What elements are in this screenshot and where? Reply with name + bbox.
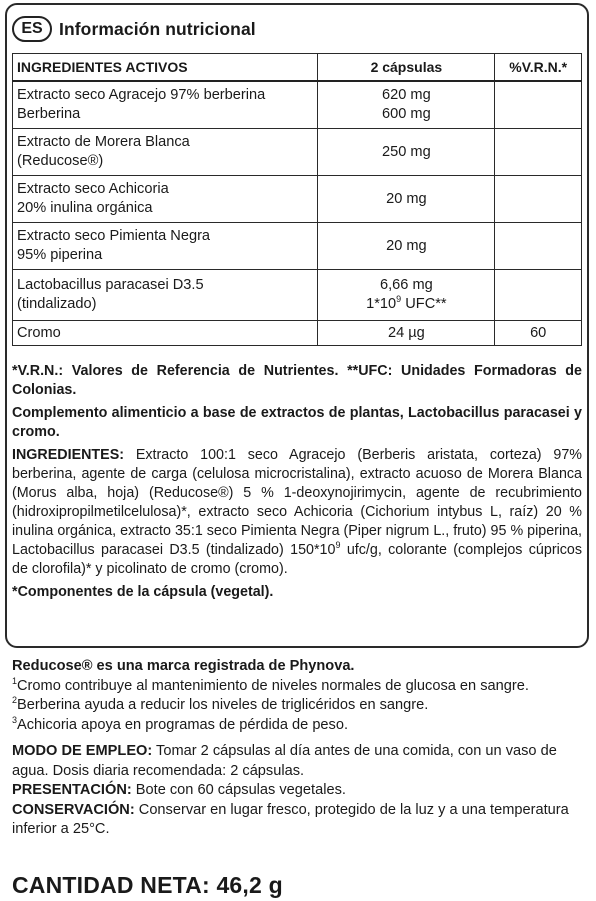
usage-paragraph: [12, 742, 587, 781]
table-row: [13, 81, 582, 129]
vrn-note: *V.R.N.: Valores de Referencia de Nutrientes. **UFC: Unidades Formadoras de Colonias.: [12, 363, 582, 398]
product-info: [12, 657, 587, 840]
vrn-cell: [495, 176, 582, 223]
ingredient-detail: 95% piperina: [17, 247, 103, 263]
vrn-cell: [495, 81, 582, 129]
health-claim: [12, 716, 587, 736]
amount-value: 20 mg: [386, 237, 427, 254]
ingredients-text: Extracto 100:1 seco Agracejo (Berberis aristata, corteza) 97% berberina, agente de carga (celulosa microcristalina), extracto acuoso de Morera Blanca (Morus alba, hoja) (Reducose®) 5 % 1-deoxynojirimycin, agente de recubrimiento (hidroxipropilmetilcelulosa)*, extracto seco Achicoria (Cichorium intybus L, raíz) 20 % inulina orgánica, extracto 35:1 seco Pimienta Negra (Piper nigrum L., fruto) 95 % piperina, Lactobacillus paracasei D3.5 (tindalizado) 150*10: [12, 447, 582, 558]
nutrition-table: [12, 53, 582, 346]
usage-text: Tomar 2 cápsulas al día antes de una comida, con un vaso de agua. Dosis diaria recomendada: 2 cápsulas.: [12, 743, 557, 779]
complement-statement: Complemento alimenticio a base de extractos de plantas, Lactobacillus paracasei y cromo.: [12, 405, 582, 440]
amount-value: 24 µg: [387, 324, 425, 341]
ingredient-name: Extracto seco Agracejo 97% berberina: [17, 87, 266, 103]
ingredients-label: INGREDIENTES:: [12, 447, 125, 463]
amount-cell: [318, 129, 495, 176]
amount-cell: [318, 81, 495, 129]
ingredient-name: Lactobacillus paracasei D3.5: [17, 277, 204, 293]
panel-title: Información nutricional: [59, 18, 256, 39]
column-header-ingredients: INGREDIENTES ACTIVOS: [13, 54, 318, 82]
ingredient-name: Extracto de Morera Blanca: [17, 134, 190, 150]
claim-text: Achicoria apoya en programas de pérdida de peso.: [17, 716, 349, 733]
panel-notes: [12, 362, 582, 602]
amount-value: 250 mg: [382, 143, 431, 160]
column-header-dose: 2 cápsulas: [318, 54, 495, 82]
net-quantity: CANTIDAD NETA: 46,2 g: [12, 872, 283, 898]
trademark-note: Reducose® es una marca registrada de Phynova.: [12, 658, 355, 674]
amount-value: 600 mg: [382, 106, 431, 122]
ingredient-cell: [13, 176, 318, 223]
storage-paragraph: [12, 801, 587, 840]
claim-text: Berberina ayuda a reducir los niveles de triglicéridos en sangre.: [17, 697, 429, 713]
storage-text: Conservar en lugar fresco, protegido de la luz y a una temperatura inferior a 25°C.: [12, 801, 569, 837]
cfu-exponent: 9: [396, 294, 402, 305]
ingredient-name: Extracto seco Pimienta Negra: [17, 228, 211, 244]
ingredient-name: Extracto seco Achicoria: [17, 181, 169, 197]
claim-text: Cromo contribuye al mantenimiento de niveles normales de glucosa en sangre.: [17, 677, 529, 694]
table-row: [13, 176, 582, 223]
claim-number: 2: [12, 695, 18, 706]
ingredient-cell: [13, 223, 318, 270]
ingredients-text-end: ufc/g, colorante (complejos cúpricos de clorofila)* y picolinato de cromo (cromo).: [12, 542, 583, 577]
amount-cell: [318, 270, 495, 321]
table-row: [13, 223, 582, 270]
ingredient-detail: (tindalizado): [17, 296, 97, 312]
presentation-paragraph: [12, 781, 587, 801]
table-header-row: [13, 54, 582, 82]
cfu-unit: UFC**: [401, 296, 447, 312]
ingredients-exponent: 9: [335, 540, 341, 551]
amount-value: 20 mg: [386, 190, 427, 207]
health-claim: [12, 677, 587, 697]
amount-cell: [318, 223, 495, 270]
ingredient-detail: 20% inulina orgánica: [17, 200, 153, 216]
vrn-cell: 60: [495, 321, 582, 346]
ingredient-cell: [13, 321, 318, 346]
ingredient-detail: (Reducose®): [17, 153, 104, 169]
ingredient-name: Cromo: [17, 324, 61, 341]
claim-number: 1: [12, 675, 18, 686]
language-badge: ES: [12, 16, 52, 42]
amount-value: 620 mg: [382, 87, 431, 103]
column-header-vrn: %V.R.N.*: [495, 54, 582, 82]
ingredient-cell: [13, 129, 318, 176]
ingredient-cell: [13, 81, 318, 129]
amount-value: 6,66 mg: [380, 277, 433, 293]
table-row: [13, 270, 582, 321]
health-claim: [12, 696, 587, 716]
ingredients-paragraph: [12, 446, 582, 579]
amount-value: [322, 295, 490, 314]
presentation-text: Bote con 60 cápsulas vegetales.: [131, 782, 346, 798]
amount-cell: [318, 321, 495, 346]
vrn-cell: [495, 129, 582, 176]
claim-number: 3: [12, 714, 18, 725]
capsule-note: *Componentes de la cápsula (vegetal).: [12, 584, 274, 600]
presentation-label: PRESENTACIÓN:: [12, 782, 132, 798]
usage-label: MODO DE EMPLEO:: [12, 743, 153, 759]
table-row: [13, 129, 582, 176]
storage-label: CONSERVACIÓN:: [12, 801, 135, 818]
table-row: [13, 321, 582, 346]
ingredient-cell: [13, 270, 318, 321]
ingredient-detail: Berberina: [17, 106, 81, 122]
cfu-base: 1*10: [366, 296, 397, 312]
vrn-cell: [495, 270, 582, 321]
vrn-cell: [495, 223, 582, 270]
panel-header: [12, 14, 256, 44]
amount-cell: [318, 176, 495, 223]
